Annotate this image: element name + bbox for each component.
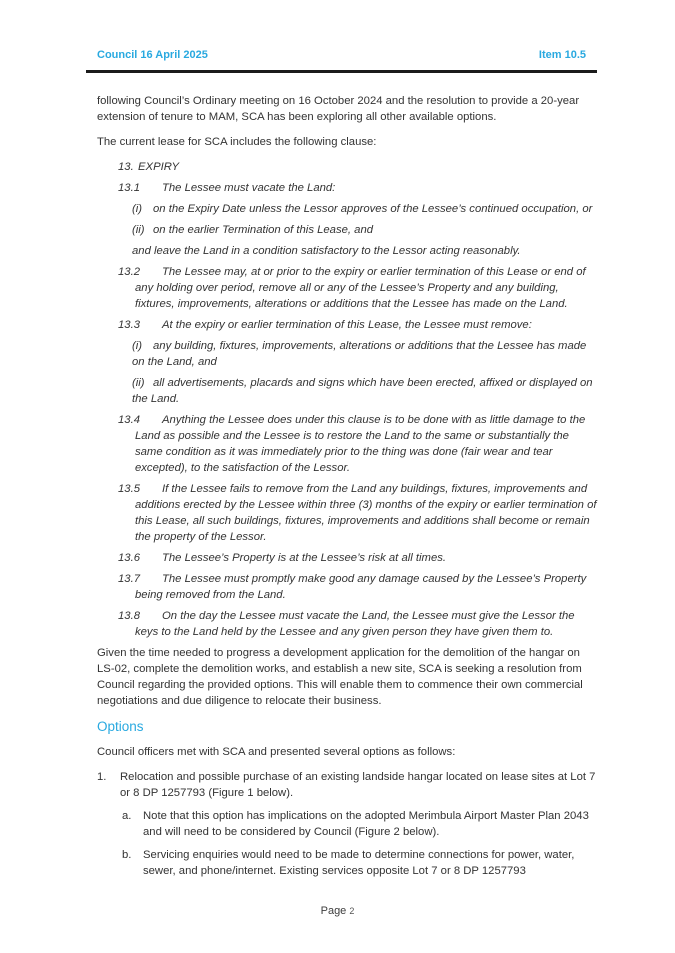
subitem-marker: (ii) (132, 223, 145, 236)
options-intro-paragraph: Council officers met with SCA and presented several options as follows: (97, 745, 456, 758)
intro-paragraph-2: The current lease for SCA includes the following clause: (97, 135, 377, 148)
clause-number: 13.5 (118, 482, 140, 495)
header-item-ref: Item 10.5 (538, 49, 586, 61)
document-body (86, 73, 597, 879)
subitem-text: on the Expiry Date unless the Lessor approves of the Lessee’s continued occupation, or (153, 202, 593, 215)
list-item-text: Relocation and possible purchase of an existing landside hangar located on lease sites at Lot 7 or 8 DP 1257793 (Figure 1 below). (120, 770, 596, 799)
clause-13-7 (118, 571, 597, 603)
options-list-item-1 (97, 769, 597, 801)
header-title: Council 16 April 2025 (97, 49, 208, 61)
subitem-marker: (i) (132, 202, 143, 215)
list-item-marker: 1. (97, 770, 107, 783)
clause-13-2 (118, 264, 597, 312)
subitem-marker: (ii) (132, 376, 145, 389)
document-header (86, 0, 597, 62)
clause-number: 13.3 (118, 318, 140, 331)
clause-13-3-sub-i (132, 338, 597, 370)
clause-13-6 (118, 550, 597, 566)
clause-13-1-sub-ii (132, 222, 597, 238)
closing-paragraph: Given the time needed to progress a development application for the demolition of the hangar on LS-02, complete the demolition works, and establish a new site, SCA is seeking a resolution from Council regarding the provided options. This will enable them to commence their own commercial negotiations and due diligence to relocate their business. (97, 646, 583, 707)
clause-13-5 (118, 481, 597, 545)
page-number: 2 (349, 906, 355, 916)
clause-13-3-sub-ii (132, 375, 597, 407)
clause-number: 13.1 (118, 181, 140, 194)
options-list-item-1a (122, 808, 597, 840)
clause-title: EXPIRY (138, 160, 180, 173)
clause-number: 13.8 (118, 609, 140, 622)
clause-13-3 (118, 317, 597, 333)
page-footer (0, 905, 675, 917)
clause-text: The Lessee’s Property is at the Lessee’s risk at all times. (162, 551, 447, 564)
clause-text: At the expiry or earlier termination of this Lease, the Lessee must remove: (162, 318, 532, 331)
intro-paragraph-1: following Council’s Ordinary meeting on 16 October 2024 and the resolution to provide a 20-year extension of tenure to MAM, SCA has been exploring all other available options. (97, 94, 580, 123)
subitem-marker: (i) (132, 339, 143, 352)
list-item-text: Servicing enquiries would need to be made to determine connections for power, water, sewer, and phone/internet. Existing services opposite Lot 7 or 8 DP 1257793 (143, 848, 575, 877)
clause-13-heading (118, 159, 597, 175)
list-item-text: Note that this option has implications on the adopted Merimbula Airport Master Plan 2043 and will need to be considered by Council (Figure 2 below). (143, 809, 589, 838)
clause-text: The Lessee must promptly make good any damage caused by the Lessee’s Property being removed from the Land. (135, 572, 587, 601)
clause-number: 13.4 (118, 413, 140, 426)
clause-text: On the day the Lessee must vacate the Land, the Lessee must give the Lessor the keys to the Land held by the Lessee and any given person they have given them to. (135, 609, 575, 638)
clause-text: Anything the Lessee does under this clause is to be done with as little damage to the Land as possible and the Lessee is to restore the Land to the same or substantially the same condition as it was immediately prior to the thing was done (fair wear and tear excepted), to the satisfaction of the Lessor. (135, 413, 586, 474)
options-list-item-1b (122, 847, 597, 879)
options-section-heading: Options (97, 718, 144, 734)
clause-number: 13. (118, 160, 134, 173)
clause-13-1-tail: and leave the Land in a condition satisfactory to the Lessor acting reasonably. (132, 244, 521, 257)
clause-text: If the Lessee fails to remove from the Land any buildings, fixtures, improvements and additions erected by the Lessee within three (3) months of the expiry or earlier termination of this Lease, all such buildings, fixtures, improvements and additions shall become or remain the property of the Lessor. (135, 482, 597, 543)
clause-13-1 (118, 180, 597, 196)
subitem-text: any building, fixtures, improvements, alterations or additions that the Lessee has made on the Land, and (132, 339, 587, 368)
clause-text: The Lessee may, at or prior to the expiry or earlier termination of this Lease or end of any holding over period, remove all or any of the Lessee’s Property and any building, fixtures, improvements, alterations or additions that the Lessee has made on the Land. (135, 265, 586, 310)
clause-13-1-sub-i (132, 201, 597, 217)
page-footer-label: Page (320, 905, 347, 917)
clause-number: 13.7 (118, 572, 140, 585)
subitem-text: on the earlier Termination of this Lease, and (153, 223, 374, 236)
clause-number: 13.6 (118, 551, 140, 564)
list-item-marker: b. (122, 848, 132, 861)
clause-13-4 (118, 412, 597, 476)
clause-number: 13.2 (118, 265, 140, 278)
clause-text: The Lessee must vacate the Land: (162, 181, 336, 194)
clause-13-8 (118, 608, 597, 640)
subitem-text: all advertisements, placards and signs which have been erected, affixed or displayed on the Land. (132, 376, 593, 405)
list-item-marker: a. (122, 809, 132, 822)
